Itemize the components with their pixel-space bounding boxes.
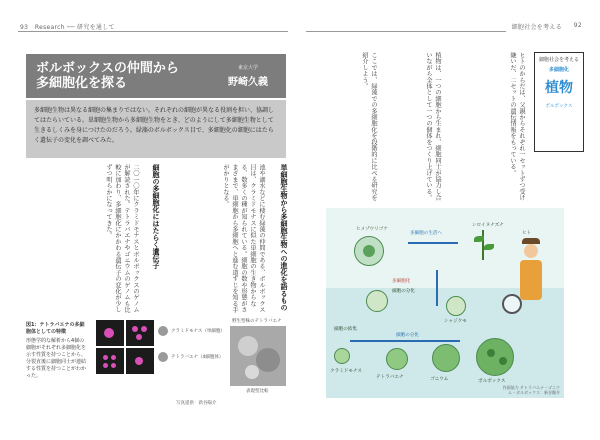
cell-dot — [103, 355, 108, 360]
section1-body: 池や湖水などに棲む緑藻の仲間である、ボルボックス目は、クラミドモナスに似た単細胞の生き物からなる、数多くの種が知られている。細胞の数や形態がさまざまで、単細胞から多細胞へと進む道すじを知る手がかりとなる。 — [222, 164, 265, 313]
moss-orb — [354, 236, 384, 266]
illus-label-l6: 細胞の分化 — [392, 289, 415, 294]
right-page-number: 92 — [573, 22, 582, 29]
daughter-colony — [487, 349, 495, 357]
cell-dot — [111, 355, 116, 360]
fig-label-a: クラミドモナス（単細胞） — [171, 329, 225, 334]
title-line-2: 多細胞化を探る — [36, 76, 128, 91]
right-header-rule — [306, 31, 506, 32]
figure-caption — [26, 322, 88, 380]
illus-label-l9: シャジクモ — [444, 319, 467, 324]
left-page — [18, 22, 290, 422]
fig-label-photo2: 表現型比較 — [246, 389, 269, 394]
section2-body: 二〇一〇年にクラミドモナスとボルボックスのゲノムが解読された。テトラバエナやゴニウムのゲノムも比較に加わり、多細胞化にかかわる遺伝子の変化が少しずつ明らかになってきた。 — [105, 164, 139, 313]
card-sub: 多細胞化 — [548, 67, 569, 73]
illus-label-l12: ボルボックス — [478, 379, 506, 384]
fig-marker-a — [158, 326, 168, 336]
right-running-head: 細胞社会を考える — [511, 24, 562, 31]
micrograph-photo — [230, 326, 286, 386]
illus-label-l3: シロイヌナズナ — [472, 223, 504, 228]
daughter-colony — [499, 357, 507, 365]
orb-core — [363, 245, 375, 257]
illus-label-l11: ゴニウム — [430, 377, 449, 382]
left-page-number: 93 — [20, 24, 29, 31]
left-body-columns — [26, 164, 288, 314]
figure-caption-body: 形態学的な解析から4個の細胞がそれぞれ多細胞化を示す性質を持つことから、分裂直後に細胞同士が連結する性質を持つことがわかった。 — [26, 338, 87, 379]
cell-dot — [135, 357, 143, 365]
right-body-col-2: 植物は、一つの細胞から生まれ、細胞同士が協力し合いながら全体として一つの個体をつくり上げている。 — [425, 52, 441, 201]
illus-label-l13: クラミドモナス — [330, 369, 362, 374]
illus-label-l8: 細胞の結集 — [334, 327, 357, 332]
micrograph-b — [126, 320, 154, 346]
card-big: 植物 — [545, 80, 573, 96]
author-box — [218, 64, 278, 88]
photo-credit: 写真提供：新谷陽介 — [176, 401, 217, 406]
cell-dot — [111, 363, 116, 368]
person-head — [524, 244, 538, 258]
section1-heading: 単細胞生物から多細胞生物への進化を語るもの — [280, 164, 288, 311]
figure-1 — [26, 318, 288, 418]
illus-label-l1: ヒメゾウリゴケ — [356, 227, 388, 232]
left-running-head-text: Research ── 研究を通して — [34, 24, 115, 31]
lead-paragraph: 多細胞生物は異なる細胞の集まりではない。それぞれの細胞が異なる役割を担い、協調してはたらいている。単細胞生物から多細胞生物をとき、どのようにして多細胞生物として生きるしくみを身につけたのだろう。緑藻のボルボックス目で、多細胞化の細胞にはたらく遺伝子の変化を調べてみた。 — [26, 100, 286, 158]
evolution-illustration — [326, 208, 564, 398]
card-pre: 細胞社会を考える — [538, 57, 579, 63]
illustration-credit: 作画協力 テトラバエナ・ゴニウム・ボルボックス：新谷陽介 — [502, 385, 560, 395]
cell-dot — [103, 363, 108, 368]
photo-texture — [230, 326, 286, 386]
plant-leaf — [484, 244, 494, 250]
article-title-block — [26, 54, 286, 98]
article-title — [36, 61, 206, 91]
charophyte-orb — [366, 290, 388, 312]
figure-caption-title: 図1：テトラバエナの多細胞体としての特徴 — [26, 322, 85, 335]
title-line-1: ボルボックスの仲間から — [36, 61, 179, 76]
illus-label-l2: 多細胞の生活へ — [410, 231, 443, 236]
cell-dot — [141, 326, 147, 332]
arrow-upward — [436, 270, 438, 306]
fig-label-b: テトラバエナ（4細胞体） — [171, 355, 224, 360]
chara-orb — [446, 296, 466, 316]
author-affiliation: 東京大学 — [237, 65, 258, 71]
micrograph-d — [126, 348, 154, 374]
tetrabaena-colony — [386, 348, 408, 370]
arrow-to-land — [408, 242, 458, 244]
author-name: 野崎久義 — [228, 77, 268, 88]
arrow-multicell — [350, 340, 460, 342]
plant-leaf — [474, 236, 484, 242]
right-body-col-3: ここでは、緑藻での多細胞化を段階的に比べる研究を紹介しよう。 — [361, 52, 377, 201]
gonium-colony — [432, 344, 460, 372]
person-body — [520, 260, 542, 300]
series-card — [534, 52, 584, 152]
fig-marker-b — [158, 352, 168, 362]
left-running-head — [20, 22, 115, 31]
illus-label-l5: 多細胞化 — [392, 279, 411, 284]
card-foot: ボルボックス — [545, 104, 573, 109]
micrograph-a — [96, 320, 124, 346]
chlamydomonas-cell — [334, 348, 350, 364]
magnifier-icon — [502, 294, 522, 314]
volvox-colony — [476, 338, 514, 376]
micrograph-c — [96, 348, 124, 374]
illus-label-l7: 細胞の分化 — [396, 333, 419, 338]
illus-label-l4: ヒト — [522, 231, 532, 236]
section2-heading: 細胞の多細胞化にはたらく遺伝子 — [152, 164, 160, 269]
illus-label-l10: テトラバエナ — [376, 375, 404, 380]
cell-dot — [132, 326, 138, 332]
fig-label-photo: 野生型株のテトラバエナ — [232, 319, 282, 324]
cell-dot — [104, 328, 114, 338]
left-header-rule — [18, 31, 288, 32]
cell-dot — [136, 334, 142, 340]
right-page — [306, 22, 584, 422]
right-body-col-1: ヒトのからだは、父親からそれぞれ一セットずつ受け継いだ、二セットの遺伝情報をもっている。 — [509, 52, 525, 201]
